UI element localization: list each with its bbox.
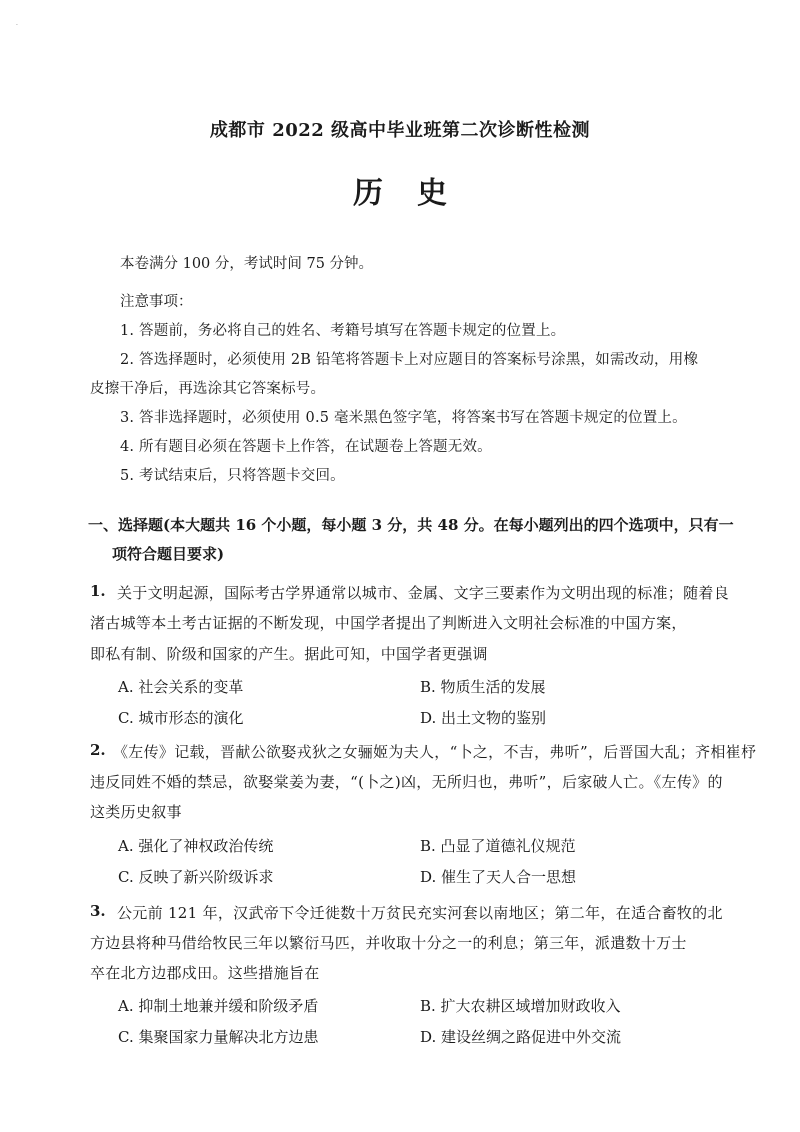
option-d: D. 建设丝绸之路促进中外交流	[420, 1028, 622, 1046]
notice-item: 1. 答题前，务必将自己的姓名、考籍号填写在答题卡规定的位置上。	[120, 323, 566, 339]
notice-item: 2. 答选择题时，必须使用 2B 铅笔将答题卡上对应题目的答案标号涂黑，如需改动，用橡	[120, 352, 699, 368]
question-line: 这类历史叙事	[90, 803, 182, 821]
question-line: 公元前 121 年，汉武帝下令迁徙数十万贫民充实河套以南地区；第二年，在适合畜牧的北	[117, 904, 723, 922]
subject-title: 历史	[353, 176, 481, 211]
corner-mark: ·	[16, 22, 18, 29]
option-a: A. 抑制土地兼并缓和阶级矛盾	[118, 997, 319, 1015]
exam-title: 成都市 2022 级高中毕业班第二次诊断性检测	[209, 120, 591, 141]
question-number: 3.	[90, 902, 106, 920]
notice-item: 5. 考试结束后，只将答题卡交回。	[120, 468, 345, 484]
notice-item: 皮擦干净后，再选涂其它答案标号。	[90, 381, 326, 397]
question-line: 违反同姓不婚的禁忌，欲娶棠姜为妻，“(卜之)凶，无所归也，弗听”，后家破人亡。《左传》的	[90, 773, 723, 791]
option-c: C. 反映了新兴阶级诉求	[118, 868, 274, 886]
notice-heading: 注意事项：	[120, 294, 193, 310]
option-d: D. 催生了天人合一思想	[420, 868, 577, 886]
question-line: 渚古城等本土考古证据的不断发现，中国学者提出了判断进入文明社会标准的中国方案，	[90, 614, 687, 632]
question-number: 2.	[90, 741, 106, 759]
option-a: A. 社会关系的变革	[118, 678, 244, 696]
option-b: B. 物质生活的发展	[420, 678, 546, 696]
question-line: 《左传》记载，晋献公欲娶戎狄之女骊姬为夫人，“卜之，不吉，弗听”，后晋国大乱；齐相崔杼	[113, 743, 757, 761]
option-d: D. 出土文物的鉴别	[420, 709, 547, 727]
question-line: 方边县将种马借给牧民三年以繁衍马匹，并收取十分之一的利息；第三年，派遣数十万士	[90, 934, 687, 952]
notice-item: 3. 答非选择题时，必须使用 0.5 毫米黑色签字笔，将答案书写在答题卡规定的位置上。	[120, 410, 687, 426]
notice-item: 4. 所有题目必须在答题卡上作答，在试题卷上答题无效。	[120, 439, 492, 455]
option-c: C. 集聚国家力量解决北方边患	[118, 1028, 319, 1046]
option-a: A. 强化了神权政治传统	[118, 837, 274, 855]
option-b: B. 凸显了道德礼仪规范	[420, 837, 576, 855]
question-line: 卒在北方边郡戍田。这些措施旨在	[90, 964, 320, 982]
exam-info: 本卷满分 100 分，考试时间 75 分钟。	[120, 256, 374, 272]
section-heading-continued: 项符合题目要求)	[112, 545, 225, 563]
section-heading: 一、选择题(本大题共 16 个小题，每小题 3 分，共 48 分。在每小题列出的四个选项中，只有一	[88, 516, 734, 534]
question-line: 即私有制、阶级和国家的产生。据此可知，中国学者更强调	[90, 645, 488, 663]
option-b: B. 扩大农耕区域增加财政收入	[420, 997, 621, 1015]
option-c: C. 城市形态的演化	[118, 709, 244, 727]
question-number: 1.	[90, 582, 106, 600]
question-line: 关于文明起源，国际考古学界通常以城市、金属、文字三要素作为文明出现的标准；随着良	[117, 584, 730, 602]
